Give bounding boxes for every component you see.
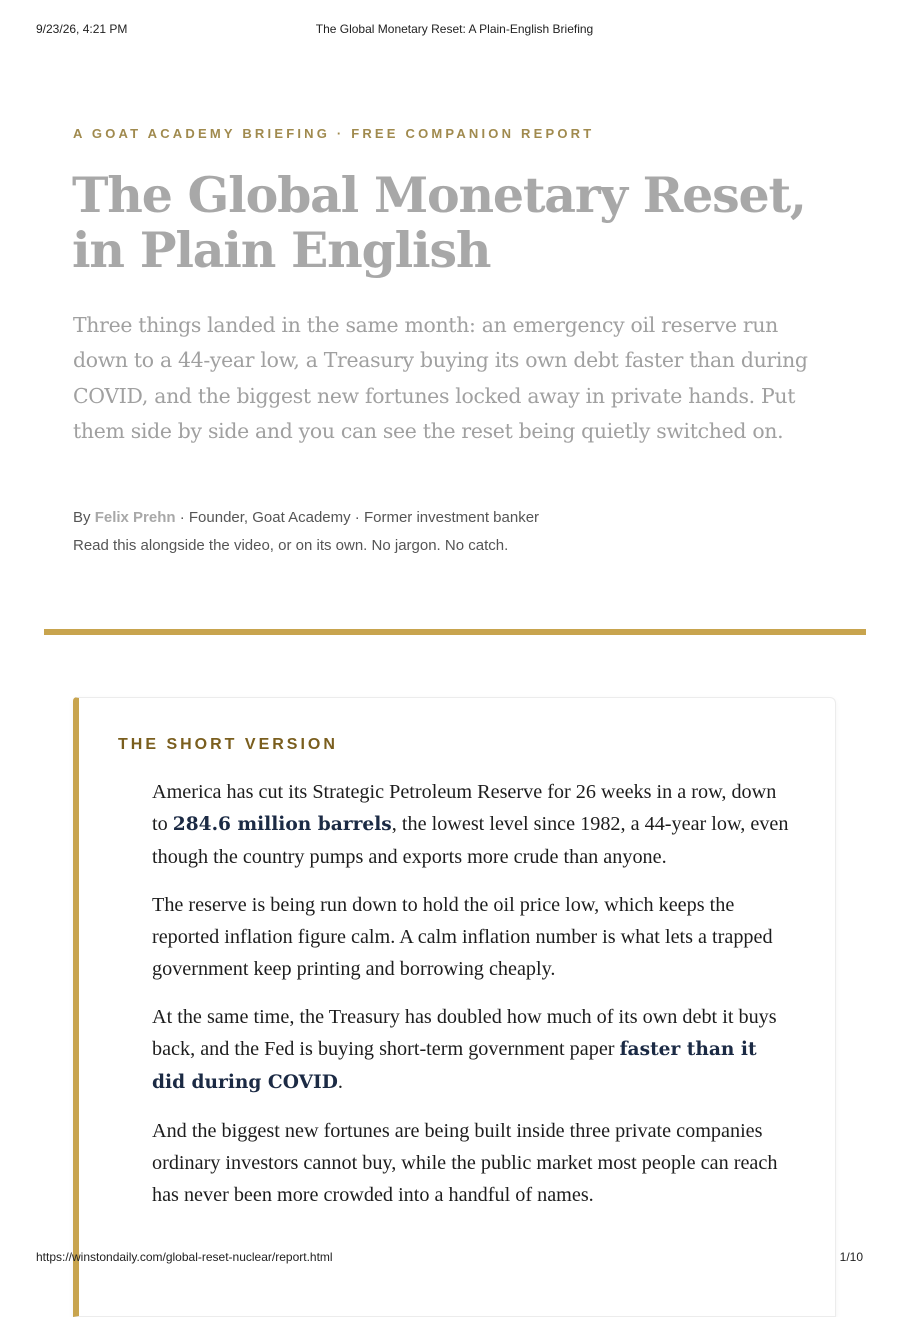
short-version-body [152, 776, 792, 1227]
p3-text-after: . [337, 1071, 343, 1093]
p1-text-after: , the lowest level since 1982, a 44-year low, even though the country pumps and exports more crude than anyone. [152, 813, 789, 868]
summary-paragraph-4: And the biggest new fortunes are being built inside three private companies ordinary investors cannot buy, while the public market most people can reach has never been more crowded into a handful of names. [152, 1120, 778, 1206]
summary-paragraph-1 [152, 776, 792, 873]
p3-text-before: At the same time, the Treasury has doubled how much of its own debt it buys back, and the Fed is buying short-term government paper [152, 1006, 777, 1060]
print-footer [36, 1250, 873, 1266]
summary-paragraph-2: The reserve is being run down to hold the oil price low, which keeps the reported inflation figure calm. A calm inflation number is what lets a trapped government keep printing and borrowing cheaply. [152, 894, 773, 980]
author-credentials: · Founder, Goat Academy · Former investment banker [179, 509, 540, 526]
byline [73, 509, 539, 527]
short-version-label: THE SHORT VERSION [118, 736, 338, 753]
section-divider [44, 629, 866, 635]
print-url: https://winstondaily.com/global-reset-nuclear/report.html [36, 1250, 333, 1264]
print-datetime: 9/23/26, 4:21 PM [36, 22, 128, 36]
print-header [36, 22, 873, 38]
report-eyebrow: A GOAT ACADEMY BRIEFING · FREE COMPANION REPORT [73, 126, 595, 141]
headline-line-2: in Plain English [72, 221, 491, 279]
byline-note: Read this alongside the video, or on its own. No jargon. No catch. [73, 537, 509, 554]
p1-emphasis: 284.6 million barrels [172, 814, 392, 835]
short-version-card [73, 697, 836, 1317]
print-document-title: The Global Monetary Reset: A Plain-English Briefing [315, 22, 594, 36]
report-headline [72, 168, 852, 278]
p3-emphasis: faster than it did during COVID [152, 1039, 757, 1093]
page-number: 1/10 [839, 1250, 863, 1264]
author-name: Felix Prehn [94, 509, 176, 526]
headline-line-1: The Global Monetary Reset, [72, 166, 806, 224]
byline-prefix: By [73, 509, 91, 526]
report-dek: Three things landed in the same month: an emergency oil reserve run down to a 44-year low, a Treasury buying its own debt faster than during COVID, and the biggest new fortunes locked away in private hands. Put them side by side and you can see the reset being quietly switched on. [73, 313, 808, 443]
p1-text-before: America has cut its Strategic Petroleum Reserve for 26 weeks in a row, down to [152, 781, 777, 835]
summary-paragraph-3 [152, 1001, 792, 1099]
